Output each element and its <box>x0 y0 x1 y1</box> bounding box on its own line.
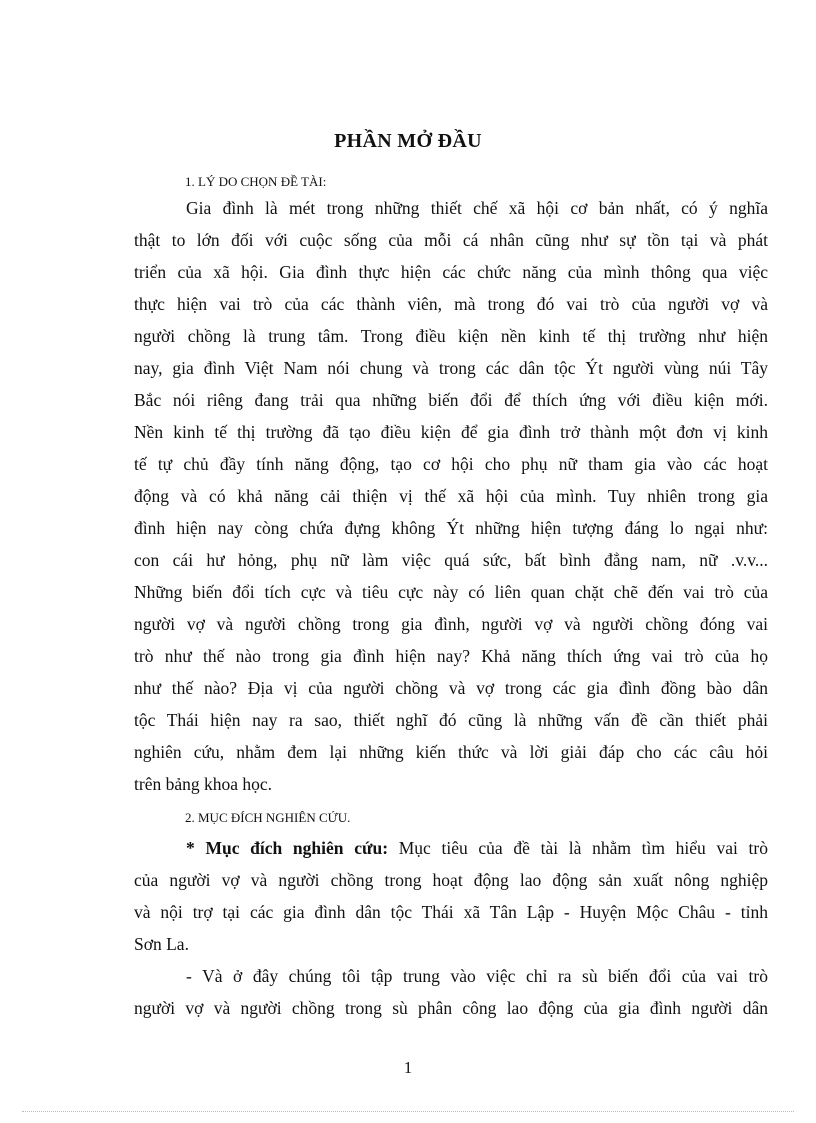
purpose-label: * Mục đích nghiên cứu: <box>186 838 389 858</box>
paragraph-line: đình hiện nay còng chứa đựng không Ýt những hiện tượng đáng lo ngại như: <box>134 518 768 538</box>
paragraph-line: trên bảng khoa học. <box>134 774 273 794</box>
paragraph-line: nghiên cứu, nhằm đem lại những kiến thức và lời giải đáp cho các câu hỏi <box>134 742 768 762</box>
section-2-heading: 2. MỤC ĐÍCH NGHIÊN CỨU. <box>185 810 351 825</box>
paragraph-line: người chồng là trung tâm. Trong điều kiện nền kinh tế thị trường như hiện <box>134 326 768 346</box>
page-number: 1 <box>403 1058 413 1077</box>
paragraph-line: triển của xã hội. Gia đình thực hiện các chức năng của mình thông qua việc <box>134 262 768 282</box>
paragraph-line: như thế nào? Địa vị của người chồng và vợ trong các gia đình đồng bào dân <box>134 678 768 698</box>
paragraph-line: nay, gia đình Việt Nam nói chung và trong các dân tộc Ýt người vùng núi Tây <box>134 358 768 378</box>
paragraph-line: động và có khả năng cải thiện vị thế xã hội của mình. Tuy nhiên trong gia <box>134 486 768 506</box>
page-title: PHẦN MỞ ĐẦU <box>334 130 482 152</box>
paragraph-line: tế tự chủ đầy tính năng động, tạo cơ hội cho phụ nữ tham gia vào các hoạt <box>134 454 768 474</box>
paragraph-line: người vợ và người chồng trong sù phân công lao động của gia đình người dân <box>134 998 768 1018</box>
paragraph-line: trò như thế nào trong gia đình hiện nay? Khả năng thích ứng vai trò của họ <box>134 646 768 666</box>
purpose-text: Mục tiêu của đề tài là nhằm tìm hiểu vai trò <box>388 838 768 858</box>
paragraph-line: Gia đình là mét trong những thiết chế xã hội cơ bản nhất, có ý nghĩa <box>186 198 768 218</box>
page-bottom-divider <box>22 1111 794 1112</box>
paragraph-line: - Và ở đây chúng tôi tập trung vào việc chỉ ra sù biến đổi của vai trò <box>186 966 768 986</box>
paragraph-line: con cái hư hỏng, phụ nữ làm việc quá sức, bất bình đẳng nam, nữ .v.v... <box>134 550 768 570</box>
paragraph-line: của người vợ và người chồng trong hoạt động lao động sản xuất nông nghiệp <box>134 870 768 890</box>
section-1-heading: 1. LÝ DO CHỌN ĐỀ TÀI: <box>185 174 327 189</box>
paragraph-line: Nền kinh tế thị trường đã tạo điều kiện để gia đình trở thành một đơn vị kinh <box>134 422 768 442</box>
paragraph-line: và nội trợ tại các gia đình dân tộc Thái xã Tân Lập - Huyện Mộc Châu - tỉnh <box>134 902 768 922</box>
paragraph-line: thật to lớn đối với cuộc sống của mỗi cá nhân cũng như sự tồn tại và phát <box>134 230 768 250</box>
purpose-paragraph-line <box>186 838 768 859</box>
paragraph-line: Sơn La. <box>134 934 189 954</box>
paragraph-line: người vợ và người chồng trong gia đình, người vợ và người chồng đóng vai <box>134 614 768 634</box>
paragraph-line: tộc Thái hiện nay ra sao, thiết nghĩ đó cũng là những vấn đề cần thiết phải <box>134 710 768 730</box>
paragraph-line: thực hiện vai trò của các thành viên, mà trong đó vai trò của người vợ và <box>134 294 768 314</box>
paragraph-line: Bắc nói riêng đang trải qua những biến đổi để thích ứng với điều kiện mới. <box>134 390 768 410</box>
paragraph-line: Những biến đổi tích cực và tiêu cực này có liên quan chặt chẽ đến vai trò của <box>134 582 768 602</box>
